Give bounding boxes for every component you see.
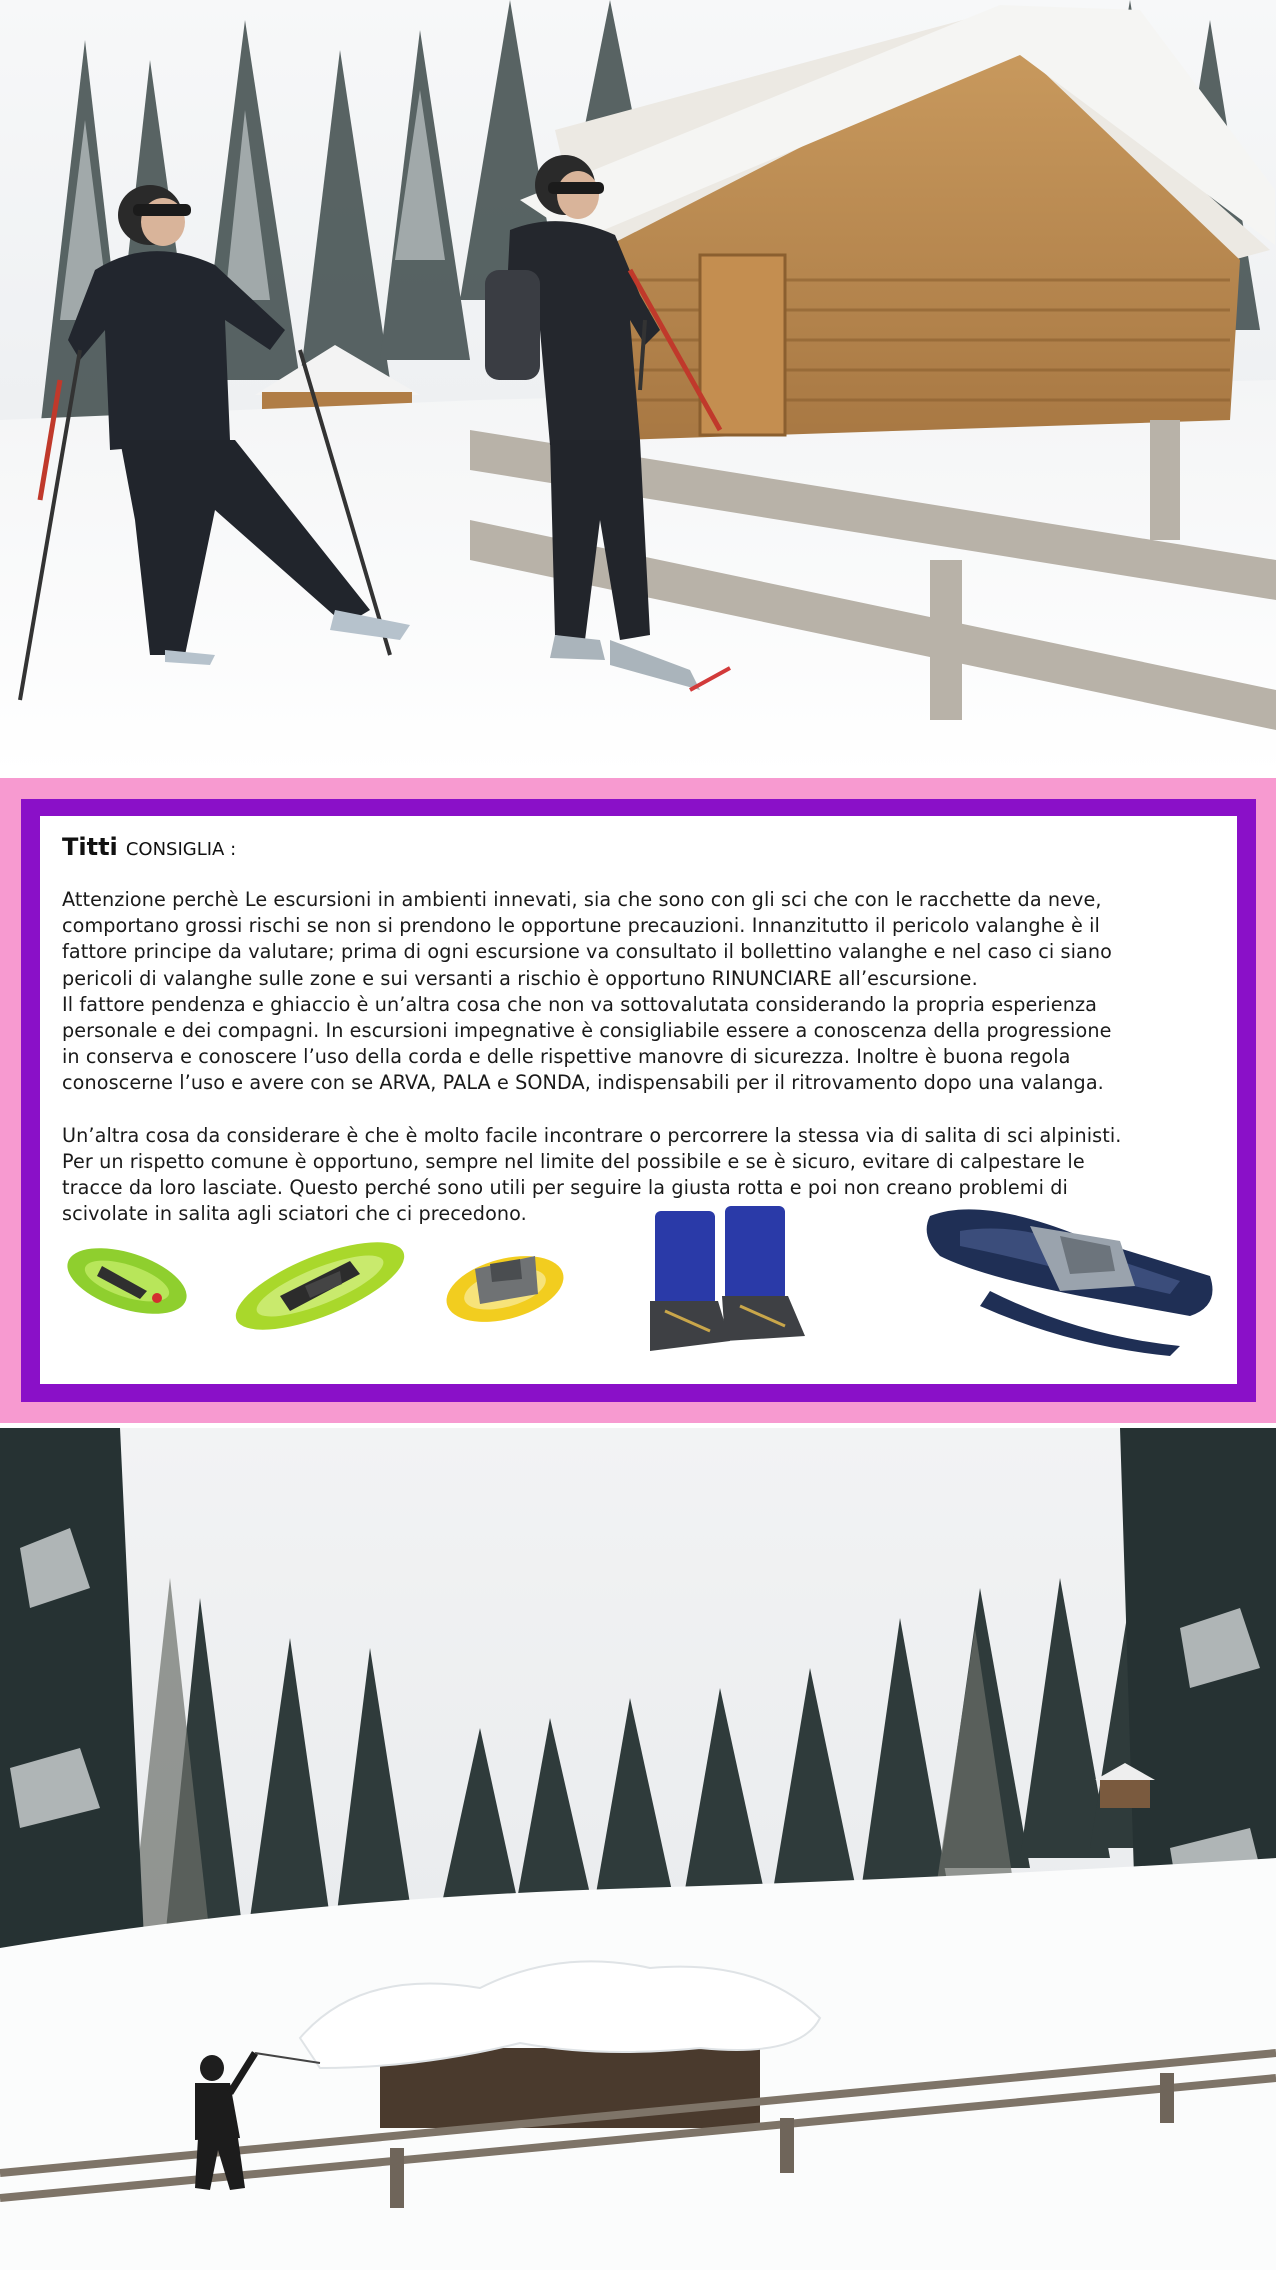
hero-photo [0,0,1276,776]
blue-gaiters-boots-icon [640,1201,810,1365]
advice-box [40,816,1237,1384]
author-name: Titti [62,833,118,861]
advice-outer-frame [0,778,1276,1423]
lime-snowshoe-icon [230,1226,410,1350]
advice-border [21,799,1256,1402]
yellow-snowshoe-icon [440,1234,570,1338]
advice-paragraph-1: Attenzione perchè Le escursioni in ambienti innevati, sia che sono con gli sci che con le racchette da neve, comportano grossi rischi se non si prendono le opportune precauzioni. Innanzitutto il pericolo valanghe è il fattore principe da valutare; prima di ogni escursione va consultato il bollettino valanghe e nel caso ci siano pericoli di valanghe sulle zone e sui versanti a rischio è opportuno RINUNCIARE all’escursione. Il fattore pendenza e ghiaccio è un’altra cosa che non va sottovalutata considerando la propria esperienza personale e dei compagni. In escursioni impegnative è consigliabile essere a conoscenza della progressione in conserva e conoscere l’uso della corda e delle rispettive manovre di sicurezza. Inoltre è buona regola conoscerne l’uso e avere con se ARVA, PALA e SONDA, indispensabili per il ritrovamento dopo una valanga. [62,888,1112,1095]
advice-label: CONSIGLIA : [125,839,237,860]
advice-title [62,832,1227,865]
landscape-photo [0,1428,1276,2270]
green-snowshoe-icon [62,1236,192,1330]
advice-paragraph-2: Un’altra cosa da considerare è che è molto facile incontrare o percorrere la stessa via di salita di sci alpinisti. Per un rispetto comune è opportuno, sempre nel limite del possibile e se è sicuro, evitare di calpestare le tracce da loro lasciate. Questo perché sono utili per seguire la giusta rotta e poi non creano problemi di scivolate in salita agli sciatori che ci precedono. [62,1123,1122,1226]
navy-snowshoe-icon [920,1196,1220,1360]
gear-image-row [40,1216,1237,1381]
